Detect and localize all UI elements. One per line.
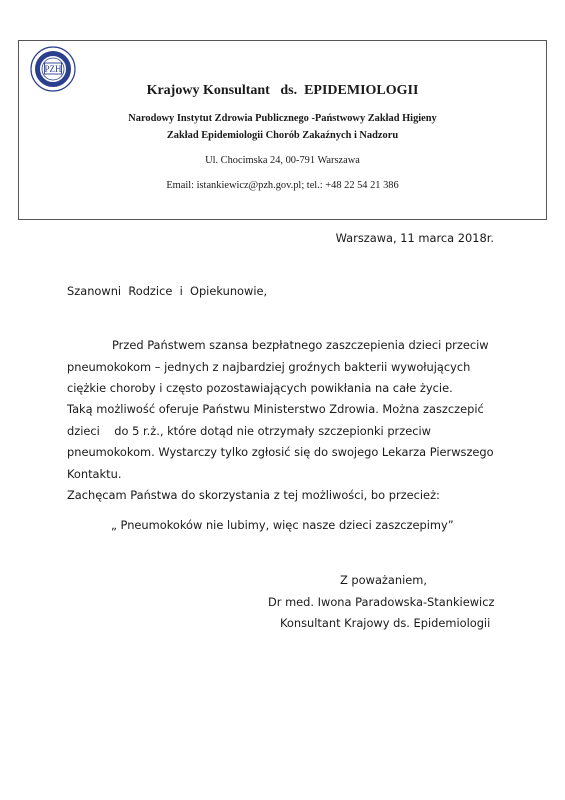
contact-info: Email: istankiewicz@pzh.gov.pl; tel.: +48 22 54 21 386 — [166, 180, 399, 191]
consultant-title: Krajowy Konsultant ds. EPIDEMIOLOGII — [146, 83, 419, 98]
institute-name: Narodowy Instytut Zdrowia Publicznego -Państwowy Zakład Higieny — [128, 113, 437, 124]
paragraph-1-line: Przed Państwem szansa bezpłatnego zaszczepienia dzieci przeciw — [112, 338, 489, 352]
letter-date: Warszawa, 11 marca 2018r. — [335, 231, 494, 245]
signature-name: Dr med. Iwona Paradowska-Stankiewicz — [268, 595, 495, 609]
paragraph-3: Zachęcam Państwa do skorzystania z tej możliwości, bo przecież: — [67, 488, 440, 502]
paragraph-1-line: ciężkie choroby i często pozostawiających powikłania na całe życie. — [67, 381, 453, 395]
signature-role: Konsultant Krajowy ds. Epidemiologii — [280, 616, 491, 630]
greeting: Szanowni Rodzice i Opiekunowie, — [67, 284, 268, 298]
signature-closing: Z poważaniem, — [340, 573, 427, 587]
address: Ul. Chocimska 24, 00-791 Warszawa — [205, 155, 360, 166]
paragraph-2-line: pneumokokom. Wystarczy tylko zgłosić się do swojego Lekarza Pierwszego — [67, 445, 494, 459]
department-name: Zakład Epidemiologii Chorób Zakaźnych i Nadzoru — [166, 130, 399, 141]
paragraph-2-line: Taką możliwość oferuje Państwu Ministerstwo Zdrowia. Można zaszczepić — [67, 402, 484, 416]
quote: „ Pneumokoków nie lubimy, więc nasze dzieci zaszczepimy” — [111, 518, 454, 532]
paragraph-2-line: dzieci do 5 r.ż., które dotąd nie otrzymały szczepionki przeciw — [67, 423, 431, 438]
logo-text: PZH — [44, 64, 62, 74]
paragraph-2 — [67, 399, 499, 485]
paragraph-1-line: pneumokokom – jednych z najbardziej groźnych bakterii wywołujących — [67, 359, 471, 374]
paragraph-2-line: Kontaktu. — [67, 466, 122, 481]
paragraph-1 — [67, 335, 499, 400]
